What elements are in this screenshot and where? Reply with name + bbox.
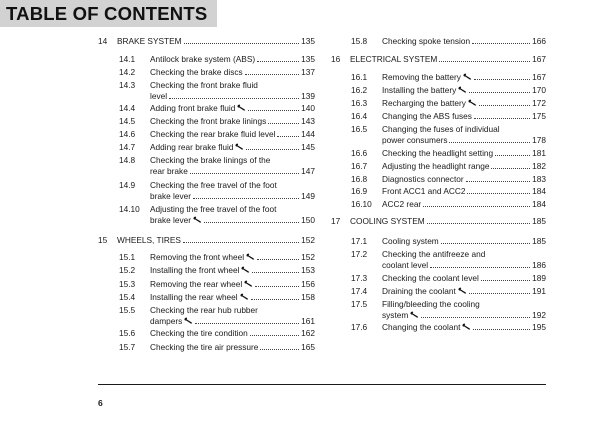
toc-entry[interactable]	[150, 342, 315, 352]
toc-entry-title[interactable]: Changing the fuses of individual	[382, 124, 500, 134]
toc-entry-number: 16	[331, 54, 341, 64]
toc-entry-title[interactable]: Filling/bleeding the cooling	[382, 299, 480, 309]
toc-entry-number: 14.9	[119, 180, 136, 190]
toc-entry-number: 16.6	[351, 148, 368, 158]
dot-leader	[467, 186, 530, 194]
toc-entry-number: 16.8	[351, 174, 368, 184]
toc-entry-number: 17.2	[351, 249, 368, 259]
dot-leader	[491, 161, 530, 169]
toc-entry-title: Checking the coolant level	[382, 273, 479, 283]
toc-entry-title: Removing the rear wheel	[150, 279, 243, 289]
dot-leader	[495, 148, 530, 156]
toc-entry[interactable]	[150, 252, 315, 262]
toc-entry-number: 15.6	[119, 328, 136, 338]
toc-entry[interactable]	[382, 322, 546, 332]
toc-entry-title: Adding rear brake fluid	[150, 142, 234, 152]
footer-divider	[98, 384, 546, 385]
wrench-icon	[184, 317, 193, 324]
toc-entry[interactable]	[382, 135, 546, 145]
toc-entry[interactable]	[382, 148, 546, 158]
toc-entry-page: 150	[301, 215, 315, 225]
toc-entry-title: Changing the ABS fuses	[382, 111, 472, 121]
dot-leader	[474, 72, 530, 80]
wrench-icon	[462, 323, 471, 330]
toc-entry-number: 14.8	[119, 155, 136, 165]
toc-entry-page: 175	[532, 111, 546, 121]
wrench-icon	[246, 253, 255, 260]
toc-entry-title: rear brake	[150, 166, 188, 176]
dot-leader	[439, 54, 530, 62]
toc-entry-page: 152	[301, 252, 315, 262]
dot-leader	[193, 191, 299, 199]
toc-entry-page: 185	[532, 236, 546, 246]
toc-entry-title: Checking the tire air pressure	[150, 342, 259, 352]
toc-entry[interactable]	[150, 91, 315, 101]
toc-entry-title: dampers	[150, 316, 183, 326]
toc-entry-page: 140	[301, 103, 315, 113]
wrench-icon	[193, 216, 202, 223]
toc-entry-number: 15.7	[119, 342, 136, 352]
toc-entry[interactable]	[150, 328, 315, 338]
toc-entry[interactable]	[382, 236, 546, 246]
toc-entry[interactable]	[150, 191, 315, 201]
dot-leader	[246, 142, 299, 150]
toc-entry-number: 14.2	[119, 67, 136, 77]
toc-entry-page: 166	[532, 36, 546, 46]
toc-entry-title: Cooling system	[382, 236, 439, 246]
wrench-icon	[468, 99, 477, 106]
toc-entry-number: 15.3	[119, 279, 136, 289]
toc-entry-page: 178	[532, 135, 546, 145]
toc-entry-number: 17.1	[351, 236, 368, 246]
dot-leader	[472, 36, 530, 44]
toc-entry[interactable]	[117, 235, 315, 245]
toc-entry-title: brake lever	[150, 191, 192, 201]
toc-entry-title: Installing the battery	[382, 85, 457, 95]
toc-entry-title: COOLING SYSTEM	[350, 216, 425, 226]
toc-entry-number: 15.5	[119, 305, 136, 315]
toc-entry-page: 145	[301, 142, 315, 152]
toc-entry-number: 16.10	[351, 199, 372, 209]
toc-entry-number: 14.6	[119, 129, 136, 139]
toc-entry[interactable]	[382, 111, 546, 121]
toc-entry[interactable]	[382, 98, 546, 108]
toc-entry-title: Front ACC1 and ACC2	[382, 186, 466, 196]
toc-entry-page: 161	[301, 316, 315, 326]
toc-entry-number: 16.5	[351, 124, 368, 134]
toc-entry-number: 17.4	[351, 286, 368, 296]
toc-entry-page: 186	[532, 260, 546, 270]
dot-leader	[427, 216, 530, 224]
toc-entry-title: system	[382, 310, 409, 320]
toc-entry-title: power consumers	[382, 135, 448, 145]
toc-entry-title: Adjusting the headlight range	[382, 161, 490, 171]
wrench-icon	[235, 143, 244, 150]
toc-entry[interactable]	[382, 186, 546, 196]
toc-entry-title: Checking the brake discs	[150, 67, 243, 77]
dot-leader	[268, 116, 299, 124]
toc-entry-title: Checking the front brake linings	[150, 116, 267, 126]
toc-entry-title: Diagnostics connector	[382, 174, 464, 184]
toc-entry-title: Checking spoke tension	[382, 36, 471, 46]
dot-leader	[245, 67, 299, 75]
toc-entry-title[interactable]: Checking the brake linings of the	[150, 155, 271, 165]
dot-leader	[423, 199, 530, 207]
dot-leader	[466, 174, 531, 182]
toc-entry-title[interactable]: Checking the antifreeze and	[382, 249, 486, 259]
toc-entry-number: 16.4	[351, 111, 368, 121]
toc-entry-page: 149	[301, 191, 315, 201]
dot-leader	[430, 260, 530, 268]
toc-entry-title: brake lever	[150, 215, 192, 225]
wrench-icon	[458, 287, 467, 294]
toc-entry-number: 15	[98, 235, 108, 245]
dot-leader	[479, 98, 530, 106]
dot-leader	[469, 85, 530, 93]
toc-entry-page: 184	[532, 199, 546, 209]
toc-entry-number: 16.2	[351, 85, 368, 95]
toc-entry-title: WHEELS, TIRES	[117, 235, 181, 245]
page-number: 6	[98, 398, 103, 408]
toc-entry[interactable]	[382, 72, 546, 82]
toc-entry-page: 156	[301, 279, 315, 289]
toc-entry-page: 167	[532, 54, 546, 64]
toc-entry-number: 17.5	[351, 299, 368, 309]
toc-entry-number: 14.7	[119, 142, 136, 152]
toc-entry-page: 143	[301, 116, 315, 126]
toc-entry[interactable]	[150, 116, 315, 126]
dot-leader	[195, 316, 299, 324]
toc-entry-number: 14.10	[119, 204, 140, 214]
toc-entry-title[interactable]: Checking the front brake fluid	[150, 80, 258, 90]
toc-entry-number: 16.9	[351, 186, 368, 196]
toc-entry-page: 185	[532, 216, 546, 226]
dot-leader	[474, 111, 530, 119]
toc-entry[interactable]	[382, 310, 546, 320]
wrench-icon	[237, 104, 246, 111]
toc-entry-page: 183	[532, 174, 546, 184]
dot-leader	[251, 292, 300, 300]
toc-entry[interactable]	[382, 174, 546, 184]
toc-entry[interactable]	[150, 103, 315, 113]
dot-leader	[252, 265, 299, 273]
toc-entry-number: 17.6	[351, 322, 368, 332]
dot-leader	[183, 235, 299, 243]
toc-entry-title: Adding front brake fluid	[150, 103, 236, 113]
toc-entry-page: 137	[301, 67, 315, 77]
toc-entry-page: 191	[532, 286, 546, 296]
toc-entry[interactable]	[382, 161, 546, 171]
toc-entry[interactable]	[382, 286, 546, 296]
dot-leader	[204, 215, 299, 223]
toc-entry-page: 192	[532, 310, 546, 320]
toc-entry[interactable]	[150, 265, 315, 275]
toc-entry-title: Installing the front wheel	[150, 265, 240, 275]
toc-entry[interactable]	[382, 273, 546, 283]
toc-entry[interactable]	[150, 142, 315, 152]
toc-entry[interactable]	[382, 85, 546, 95]
toc-entry[interactable]	[150, 67, 315, 77]
toc-entry-title: Installing the rear wheel	[150, 292, 238, 302]
toc-entry[interactable]	[150, 129, 315, 139]
toc-entry-title: Checking the tire condition	[150, 328, 248, 338]
toc-entry-title: Antilock brake system (ABS)	[150, 54, 256, 64]
wrench-icon	[458, 86, 467, 93]
toc-entry-number: 15.1	[119, 252, 136, 262]
toc-entry[interactable]	[382, 260, 546, 270]
toc-entry-number: 15.8	[351, 36, 368, 46]
toc-entry[interactable]	[150, 166, 315, 176]
toc-entry-page: 189	[532, 273, 546, 283]
dot-leader	[473, 322, 530, 330]
toc-entry-number: 16.1	[351, 72, 368, 82]
toc-entry-page: 144	[301, 129, 315, 139]
toc-entry-number: 14.1	[119, 54, 136, 64]
toc-entry[interactable]	[150, 292, 315, 302]
toc-entry-number: 17.3	[351, 273, 368, 283]
toc-entry[interactable]	[382, 36, 546, 46]
toc-entry-page: 181	[532, 148, 546, 158]
dot-leader	[257, 252, 299, 260]
toc-entry-page: 182	[532, 161, 546, 171]
toc-entry-page: 153	[301, 265, 315, 275]
toc-entry-page: 172	[532, 98, 546, 108]
toc-entry-page: 147	[301, 166, 315, 176]
toc-entry[interactable]	[382, 199, 546, 209]
dot-leader	[255, 279, 299, 287]
toc-entry-title: coolant level	[382, 260, 429, 270]
page-title: TABLE OF CONTENTS	[6, 3, 208, 24]
dot-leader	[250, 328, 299, 336]
dot-leader	[169, 91, 299, 99]
toc-entry-title: Draining the coolant	[382, 286, 456, 296]
toc-entry-page: 170	[532, 85, 546, 95]
wrench-icon	[240, 293, 249, 300]
toc-entry-page: 139	[301, 91, 315, 101]
toc-entry-number: 14.4	[119, 103, 136, 113]
toc-entry-number: 14.3	[119, 80, 136, 90]
toc-entry[interactable]	[150, 279, 315, 289]
dot-leader	[277, 129, 299, 137]
wrench-icon	[244, 280, 253, 287]
dot-leader	[421, 310, 530, 318]
toc-entry-title: Checking the headlight setting	[382, 148, 494, 158]
dot-leader	[481, 273, 530, 281]
wrench-icon	[410, 311, 419, 318]
toc-entry-page: 195	[532, 322, 546, 332]
toc-entry-number: 15.4	[119, 292, 136, 302]
toc-entry-page: 165	[301, 342, 315, 352]
toc-entry-title: level	[150, 91, 168, 101]
toc-entry-page: 162	[301, 328, 315, 338]
toc-entry[interactable]	[117, 36, 315, 46]
dot-leader	[248, 103, 299, 111]
toc-entry-title: Checking the rear brake fluid level	[150, 129, 276, 139]
toc-entry-page: 152	[301, 235, 315, 245]
wrench-icon	[241, 266, 250, 273]
toc-entry-title: ACC2 rear	[382, 199, 422, 209]
toc-entry-number: 15.2	[119, 265, 136, 275]
toc-entry-title: ELECTRICAL SYSTEM	[350, 54, 438, 64]
toc-entry-title: Recharging the battery	[382, 98, 466, 108]
toc-entry[interactable]	[350, 216, 546, 226]
toc-entry-title: BRAKE SYSTEM	[117, 36, 182, 46]
toc-entry-title: Removing the front wheel	[150, 252, 245, 262]
toc-entry[interactable]	[150, 215, 315, 225]
toc-entry[interactable]	[150, 54, 315, 64]
dot-leader	[441, 236, 530, 244]
toc-entry-page: 158	[301, 292, 315, 302]
toc-entry-number: 16.3	[351, 98, 368, 108]
toc-entry-page: 167	[532, 72, 546, 82]
toc-entry-page: 135	[301, 36, 315, 46]
toc-entry-title: Changing the coolant	[382, 322, 461, 332]
toc-entry-title[interactable]: Checking the free travel of the foot	[150, 180, 277, 190]
toc-entry-number: 16.7	[351, 161, 368, 171]
wrench-icon	[463, 73, 472, 80]
dot-leader	[449, 135, 530, 143]
toc-entry-page: 135	[301, 54, 315, 64]
dot-leader	[469, 286, 530, 294]
toc-entry-number: 14	[98, 36, 108, 46]
toc-entry[interactable]	[150, 316, 315, 326]
toc-entry-title: Removing the battery	[382, 72, 461, 82]
dot-leader	[260, 342, 299, 350]
toc-entry-title[interactable]: Checking the rear hub rubber	[150, 305, 258, 315]
dot-leader	[257, 54, 299, 62]
toc-entry-number: 17	[331, 216, 341, 226]
dot-leader	[190, 166, 299, 174]
toc-entry-number: 14.5	[119, 116, 136, 126]
toc-entry[interactable]	[350, 54, 546, 64]
toc-entry-page: 184	[532, 186, 546, 196]
dot-leader	[184, 36, 300, 44]
toc-entry-title[interactable]: Adjusting the free travel of the foot	[150, 204, 277, 214]
